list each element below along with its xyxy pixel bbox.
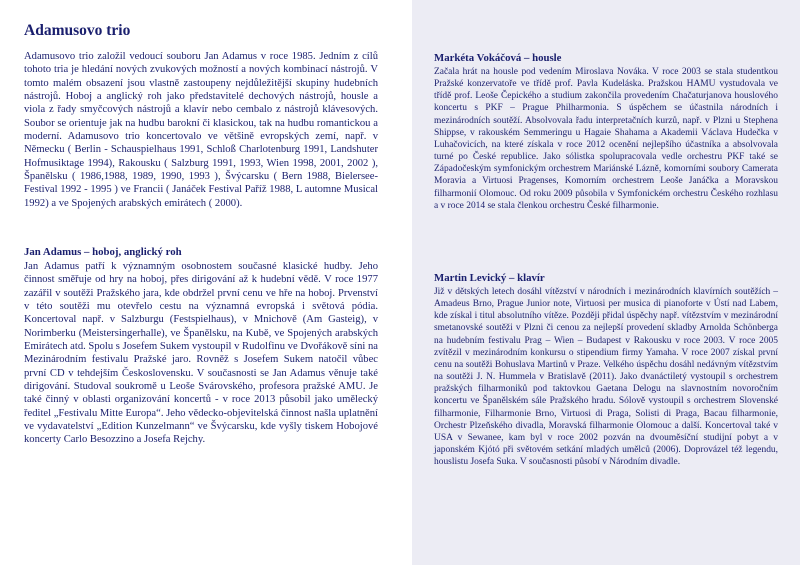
vokacova-heading: Markéta Vokáčová – housle [434, 52, 562, 64]
trio-title: Adamusovo trio [24, 22, 131, 39]
adamus-section [24, 246, 378, 447]
left-column [24, 22, 378, 446]
right-column [434, 52, 778, 468]
vokacova-text: Začala hrát na housle pod vedením Miroslava Nováka. V roce 2003 se stala studentkou Pražské konzervatoře ve třídě prof. Pavla Kudeláska. Pražskou HAMU vystudovala ve třídě prof. Leoše Čepického a studium zakončila provedením Chačaturjanova houslového koncertu s PKF – Prague Philharmonia. S úspěchem se účastnila národních i mezinárodních soutěží. Absolvovala řadu interpretačních kurzů, např. v Plzni u Stephena Shippse, v rakouském Semmeringu u Hagaie Shahama a Akademii Václava Hudečka v Luhačovicích, na které získala v roce 2012 ocenění nejlepšího účastníka a absolvovala turné po České republice. Jako sólistka spolupracovala vedle orchestru PKF také se Západočeským symfonickým orchestrem Mariánské Lázně, komorními soubory Camerata Moravia a Virtuosi Pragenses, Komorním orchestrem Leoše Janáčka a Moravskou filharmonií Olomouc. Od roku 2009 působila v Symfonickém orchestru Českého rozhlasu a v roce 2014 se stala členkou orchestru České filharmonie. [434, 67, 778, 211]
levicky-section [434, 272, 778, 468]
levicky-heading: Martin Levický – klavír [434, 272, 545, 284]
trio-text: Adamusovo trio založil vedoucí souboru Jan Adamus v roce 1985. Jedním z cílů tohoto tria je hledání nových zvukových možností a nových kombinací nástrojů. V tomto malém obsazení jsou vlastně zastoupeny nejdůležitější skupiny hudebních nástrojů. Hoboj a anglický roh jako představitelé dechových nástrojů, housle a viola z řady smyčcových nástrojů a klavír nebo cembalo z nástrojů klávesových. Soubor se orientuje jak na hudbu barokní či klasickou, tak na hudbu romantickou a moderní. Adamusovo trio koncertovalo ve většině evropských zemí, např. v Německu ( Berlin - Schauspielhaus 1991, Schloß Charlotenburg 1991, Landshuter Hofmusiktage 1994), Rakousku ( Salzburg 1991, 1993, Wien 1998, 2001, 2002 ), Španělsku ( 1986,1988, 1989, 1990, 1993 ), Švýcarsku ( Bern 1988, Bielersee-Festival 1992 - 1995 ) ve Francii ( Janáček Festival Paříž 1988, L automne Musical 1992) a ve Spojených arabských emirátech ( 2000). [24, 51, 378, 209]
adamus-text: Jan Adamus patří k významným osobnostem současné klasické hudby. Jeho činnost směřuje od hry na hoboj, přes dirigování až k hudební vědě. V roce 1977 zazářil v soutěži Pražského jara, kde obdržel první cenu ve hře na hoboj. Prvenství v této soutěži mu otevřelo cestu na významná evropská i světová pódia. Koncertoval např. v Salzburgu (Festspielhaus), v Mnichově (Am Gasteig), v Norimberku (Meistersingerhalle), ve Španělsku, na Kubě, ve Spojených arabských Emirátech atd. Spolu s Josefem Sukem vystoupil v Rudolfinu ve Dvořákově síni na Mezinárodním festivalu Pražské jaro. Rovněž s Josefem Sukem natočil vůbec první CD v tehdejším Československu. V současnosti se Jan Adamus věnuje také dirigování. Studoval soukromě u Leoše Svárovského, profesora pražské AMU. Je také činný v oblasti organizování koncertů - v roce 2013 působil jako umělecký ředitel „Festivalu Mitte Europa“. Jeho vědecko-objevitelská činnost našla uplatnění ve vydavatelství „Edition Kunzelmann“ ve Švýcarsku, kde vyšly tiskem Hobojové koncerty Carlo Besozzino a Josefa Rejchy. [24, 261, 378, 446]
adamus-heading: Jan Adamus – hoboj, anglický roh [24, 246, 182, 258]
levicky-text: Již v dětských letech dosáhl vítězství v národních i mezinárodních klavírních soutěžích – Amadeus Brno, Prague Junior note, Virtuosi per musica di pianoforte v Ústí nad Labem, kde získal i titul absolutního vítěze. Později přidal úspěchy např. vítězstvím v mezinárodní smetanovské soutěži v Plzni či cenou za nejlepší provedení skladby Arnolda Schönberga na hudebním festivalu Prag – Wien – Budapest v Rakousku v roce 2003. V roce 2005 zvítězil v mezinárodním konkursu o stipendium firmy Yamaha. V roce 2007 získal první cenu na soutěži Bohuslava Martinů v Praze. Velkého úspěchu dosáhl nedávným vítězstvím na soutěži J. N. Hummela v Bratislavě (2011). Jako dvanáctiletý vystoupil s orchestrem pražských filharmoniků pod taktovkou Gaetana Delogu na slavnostním novoročním koncertu ve Španělském sále Pražského hradu. Sólově vystoupil s orchestrem Slovenské filharmonie, Filharmonie Brno, Virtuosi di Praga, Solisti di Praga, Bacau filharmonie, Orchestr Plzeňského divadla, Moravská filharmonie Olomouc a další. Koncertoval také v USA v Sewanee, kam byl v roce 2002 pozván na dvouměsíční studijní pobyt a v japonském Kjótó při světovém setkání mladých umělců (2006). Doprovázel též legendu, houslistu Josefa Suka. V současnosti působí v Národním divadle. [434, 287, 778, 468]
right-panel [412, 0, 800, 565]
